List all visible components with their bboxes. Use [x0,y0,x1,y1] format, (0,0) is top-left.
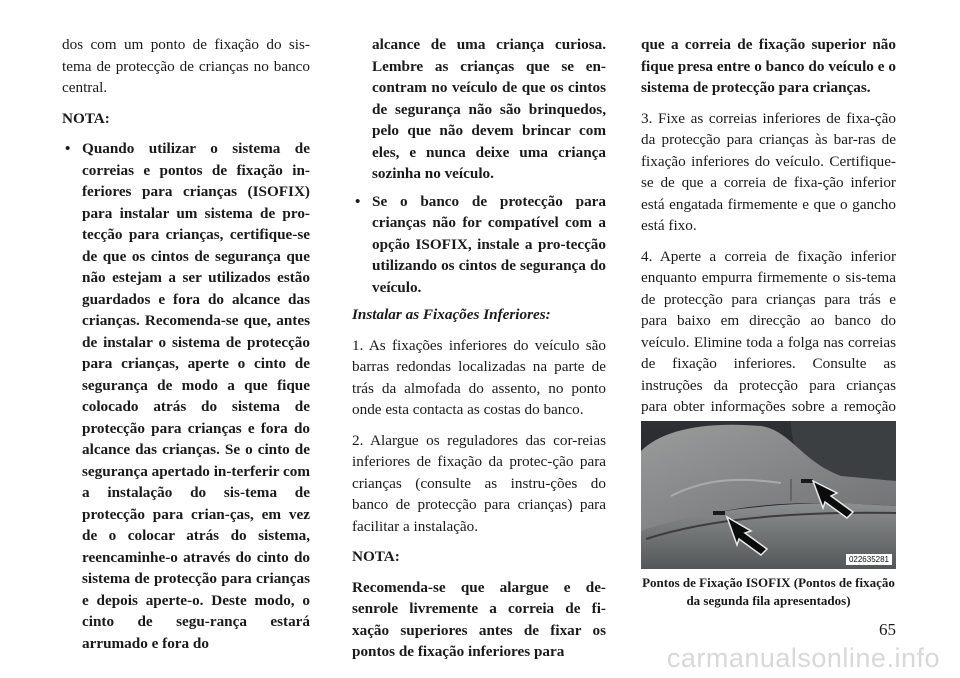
figure-caption: Pontos de Fixação ISOFIX (Pontos de fixação da segunda fila apresentados) [642,575,895,608]
nota-label-2: NOTA: [352,548,400,565]
isofix-photo [641,421,896,569]
nota-text: Recomenda-se que alargue e de-senrole livremente a correia de fi-xação superiores antes de fixar os pontos de fixação inferiores para [352,578,606,660]
section-heading: Instalar as Fixações Inferiores: [352,306,551,323]
column-left [62,34,310,660]
nota-label: NOTA: [62,109,110,127]
column-middle [352,34,606,672]
bullet-isofix-note-continued: alcance de uma criança curiosa. Lembre as crianças que se en-contram no veículo de que os cintos de segurança não são brinquedos, pelo que não devem brincar com eles, e nunca deixe uma criança sozinha no veículo. [372,36,606,182]
figure-code: 022635281 [846,554,892,565]
watermark: carmanualsonline.info [666,643,940,673]
step-2: 2. Alargue os reguladores das cor-reias inferiores de fixação da protec-ção para crianças (consulte as instru-ções do banco de protecção para crianças) para facilitar a instalação. [352,431,606,535]
page-number: 65 [879,620,896,639]
step-1: 1. As fixações inferiores do veículo são barras redondas localizadas na parte de trás da almofada do assento, no ponto onde esta contacta as costas do banco. [352,336,606,418]
step-3: 3. Fixe as correias inferiores de fixa-ção da protecção para crianças às bar-ras de fixação inferiores do veículo. Certifique-se de que a correia de fixa-ção inferior está engatada firmemente e que o gancho está fixo. [641,109,896,234]
intro-paragraph: dos com um ponto de fixação do sis-tema de protecção de crianças no banco central. [62,36,310,96]
column-right [641,34,896,448]
bullet-not-compatible: • Se o banco de protecção para crianças não for compatível com a opção ISOFIX, instale a pro-tecção utilizando os cintos de segurança do veículo. [352,191,606,299]
nota-text-continued: que a correia de fixação superior não fique presa entre o banco do veículo e o sistema de protecção para crianças. [641,36,896,96]
bullet-isofix-note: • Quando utilizar o sistema de correias e pontos de fixação in-feriores para crianças (ISOFIX) para instalar um sistema de pro-tecção para crianças, certifique-se de que os cintos de segurança que não estejam a ser utilizados estão guardados e fora do alcance das crianças. Recomenda-se que, antes de instalar o sistema de protecção para crianças, aperte o cinto de segurança de modo a que fique colocado atrás do sistema de protecção para crianças e fora do alcance das crianças. Se o cinto de segurança apertado in-terferir com a instalação do sis-tema de protecção para crian-ças, em vez de o colocar atrás do sistema, reencaminhe-o através do cinto do sistema de protecção para crianças e depois aperte-o. Deste modo, o cinto de segu-rança estará arrumado e fora do [62,138,310,654]
step-4: 4. Aperte a correia de fixação inferior enquanto empurra firmemente o sis-tema de protecção para crianças para trás e para baixo em direcção ao banco do veículo. Elimine toda a folga nas correias de fixação inferiores. Consulte as instruções da protecção para crianças para obter informações sobre a remoção [641,247,896,415]
